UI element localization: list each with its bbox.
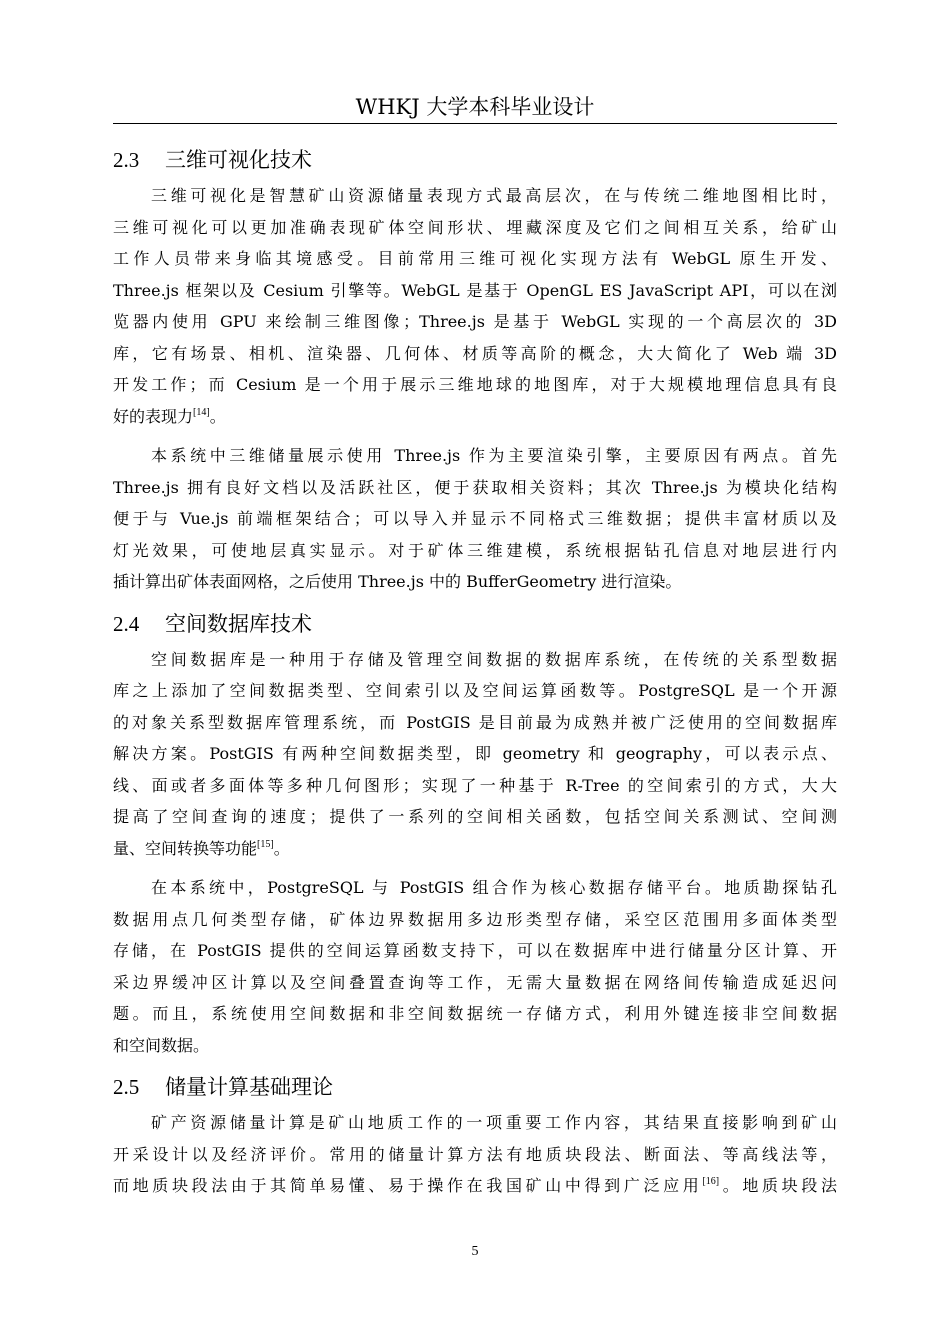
text-line: [113, 707, 837, 739]
line-text: 空间数据库是一种用于存储及管理空间数据的数据库系统，在传统的关系型数据: [151, 649, 837, 669]
line-text: 提高了空间查询的速度；提供了一系列的空间相关函数，包括空间关系测试、空间测: [113, 807, 837, 826]
text-line: [113, 998, 837, 1030]
line-text: Three.js 拥有良好文档以及活跃社区，便于获取相关资料；其次 Three.js 为模块化结构: [113, 477, 837, 497]
page-number: 5: [471, 1244, 479, 1259]
line-text: 览器内使用 GPU 来绘制三维图像；Three.js 是基于 WebGL 实现的一个高层次的 3D: [113, 312, 837, 331]
line-text: 量、空间转换等功能: [113, 838, 258, 858]
line-text: 库，它有场景、相机、渲染器、几何体、材质等高阶的概念，大大简化了 Web 端 3D: [113, 343, 837, 363]
line-text: 便于与 Vue.js 前端框架结合；可以导入并显示不同格式三维数据；提供丰富材质以及: [113, 509, 837, 528]
text-line: [113, 180, 837, 212]
section-heading: [113, 606, 837, 642]
line-text: 插计算出矿体表面网格，之后使用 Three.js 中的 BufferGeometry 进行渲染。: [113, 572, 682, 591]
paragraph: [113, 440, 837, 598]
line-text: 灯光效果，可使地层真实显示。对于矿体三维建模，系统根据钻孔信息对地层进行内: [113, 540, 837, 560]
text-line: [113, 967, 837, 999]
text-line: [113, 1139, 837, 1171]
section-title: 储量计算基础理论: [165, 1075, 333, 1099]
line-text: 工作人员带来身临其境感受。目前常用三维可视化实现方法有 WebGL 原生开发、: [113, 249, 837, 268]
text-line: [113, 369, 837, 401]
line-text: 线、面或者多面体等多种几何图形；实现了一种基于 R-Tree 的空间索引的方式，大大: [113, 775, 837, 795]
line-text: 三维可视化是智慧矿山资源储量表现方式最高层次，在与传统二维地图相比时，: [151, 186, 837, 205]
citation-marker: [14]: [193, 406, 210, 418]
section-number: 2.3: [113, 148, 140, 172]
line-text: 本系统中三维储量展示使用 Three.js 作为主要渲染引擎，主要原因有两点。首先: [151, 446, 837, 465]
line-tail: 。地质块段法: [719, 1176, 837, 1195]
section-title: 空间数据库技术: [165, 611, 312, 636]
section-title: 三维可视化技术: [165, 148, 312, 172]
text-line: [113, 566, 837, 598]
line-text: 在本系统中，PostgreSQL 与 PostGIS 组合作为核心数据存储平台。地质勘探钻孔: [151, 878, 837, 897]
text-line: [113, 535, 837, 567]
text-line: [113, 503, 837, 535]
line-text: 库之上添加了空间数据类型、空间索引以及空间运算函数等。PostgreSQL 是一个开源: [113, 681, 837, 700]
section-number: 2.5: [113, 1075, 140, 1099]
paragraph: [113, 180, 837, 432]
header-title: WHKJ 大学本科毕业设计: [355, 95, 595, 119]
line-text: 三维可视化可以更加准确表现矿体空间形状、埋藏深度及它们之间相互关系，给矿山: [113, 217, 837, 237]
page-header: [113, 90, 837, 124]
text-line: [113, 401, 837, 433]
text-line: [113, 770, 837, 802]
text-line: [113, 306, 837, 338]
line-text: 数据用点几何类型存储，矿体边界数据用多边形类型存储，采空区范围用多面体类型: [113, 909, 837, 929]
line-text: 矿产资源储量计算是矿山地质工作的一项重要工作内容，其结果直接影响到矿山: [151, 1113, 837, 1132]
section-heading: [113, 142, 837, 178]
text-line: [113, 275, 837, 307]
text-line: [113, 1170, 837, 1202]
paragraph: [113, 872, 837, 1061]
text-line: [113, 212, 837, 244]
line-text: 题。而且，系统使用空间数据和非空间数据统一存储方式，利用外键连接非空间数据: [113, 1004, 837, 1023]
line-text: Three.js 框架以及 Cesium 引擎等。WebGL 是基于 OpenGL ES JavaScript API，可以在浏: [113, 280, 837, 300]
line-text: 而地质块段法由于其简单易懂、易于操作在我国矿山中得到广泛应用: [113, 1176, 703, 1195]
paragraph: [113, 1107, 837, 1202]
line-text: 存储，在 PostGIS 提供的空间运算函数支持下，可以在数据库中进行储量分区计算、开: [113, 941, 837, 960]
text-line: [113, 801, 837, 833]
line-text: 采边界缓冲区计算以及空间叠置查询等工作，无需大量数据在网络间传输造成延迟问: [113, 972, 837, 992]
line-text: 解决方案。PostGIS 有两种空间数据类型，即 geometry 和 geography，可以表示点、: [113, 744, 837, 763]
paragraph: [113, 644, 837, 865]
text-line: [113, 1030, 837, 1062]
citation-marker: [16]: [702, 1176, 720, 1187]
section-number: 2.4: [113, 611, 140, 636]
text-line: [113, 440, 837, 472]
line-text: 开采设计以及经济评价。常用的储量计算方法有地质块段法、断面法、等高线法等，: [113, 1144, 837, 1164]
citation-marker: [15]: [257, 838, 274, 850]
section-heading: [113, 1069, 837, 1105]
text-line: [113, 872, 837, 904]
text-line: [113, 472, 837, 504]
line-text: 的对象关系型数据库管理系统，而 PostGIS 是目前最为成熟并被广泛使用的空间数据库: [113, 712, 837, 732]
text-line: [113, 243, 837, 275]
line-text: 开发工作；而 Cesium 是一个用于展示三维地球的地图库，对于大规模地理信息具有良: [113, 375, 837, 394]
text-line: [113, 1107, 837, 1139]
text-line: [113, 644, 837, 676]
line-text: 好的表现力: [113, 406, 194, 426]
text-line: [113, 935, 837, 967]
line-tail: 。: [273, 838, 290, 858]
text-line: [113, 904, 837, 936]
line-text: 和空间数据。: [113, 1035, 210, 1055]
document-body: [113, 142, 837, 1210]
line-tail: 。: [209, 406, 226, 426]
text-line: [113, 738, 837, 770]
text-line: [113, 338, 837, 370]
text-line: [113, 675, 837, 707]
text-line: [113, 833, 837, 865]
